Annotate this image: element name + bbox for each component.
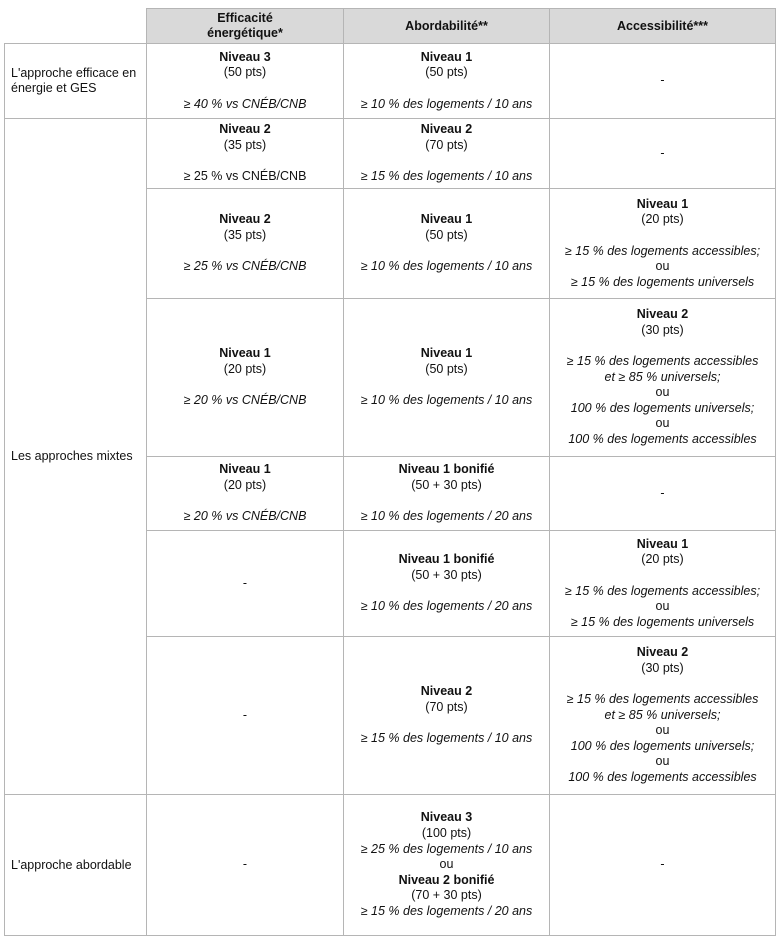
cell-efficacite: - bbox=[147, 637, 344, 795]
cell-efficacite: - bbox=[147, 795, 344, 936]
cell-abordabilite: Niveau 1 bonifié (50 + 30 pts) ≥ 10 % des logements / 20 ans bbox=[344, 457, 550, 531]
cell-abordabilite: Niveau 2 (70 pts) ≥ 15 % des logements / 10 ans bbox=[344, 637, 550, 795]
cell-efficacite: Niveau 2 (35 pts) ≥ 25 % vs CNÉB/CNB bbox=[147, 189, 344, 299]
cell-efficacite: Niveau 2 (35 pts) ≥ 25 % vs CNÉB/CNB bbox=[147, 119, 344, 189]
table-row bbox=[5, 44, 776, 119]
scoring-table bbox=[4, 8, 776, 936]
cell-accessibilite: - bbox=[550, 795, 776, 936]
table-row bbox=[5, 795, 776, 936]
header-row bbox=[5, 9, 776, 44]
header-efficacite: Efficacité énergétique* bbox=[147, 9, 344, 44]
cell-accessibilite: - bbox=[550, 457, 776, 531]
group-label-abordable: L'approche abordable bbox=[5, 795, 147, 936]
header-corner bbox=[5, 9, 147, 44]
group-label-mixtes: Les approches mixtes bbox=[5, 119, 147, 795]
header-accessibilite: Accessibilité*** bbox=[550, 9, 776, 44]
cell-accessibilite: Niveau 1 (20 pts) ≥ 15 % des logements accessibles; ou ≥ 15 % des logements universels bbox=[550, 189, 776, 299]
cell-accessibilite: Niveau 2 (30 pts) ≥ 15 % des logements accessibles et ≥ 85 % universels; ou 100 % des logements universels; ou 100 % des logements accessibles bbox=[550, 637, 776, 795]
cell-abordabilite: Niveau 1 (50 pts) ≥ 10 % des logements / 10 ans bbox=[344, 299, 550, 457]
cell-efficacite: Niveau 1 (20 pts) ≥ 20 % vs CNÉB/CNB bbox=[147, 299, 344, 457]
cell-efficacite: - bbox=[147, 531, 344, 637]
header-abordabilite: Abordabilité** bbox=[344, 9, 550, 44]
cell-abordabilite: Niveau 1 bonifié (50 + 30 pts) ≥ 10 % des logements / 20 ans bbox=[344, 531, 550, 637]
cell-accessibilite: - bbox=[550, 119, 776, 189]
cell-abordabilite: Niveau 2 (70 pts) ≥ 15 % des logements / 10 ans bbox=[344, 119, 550, 189]
cell-abordabilite: Niveau 3 (100 pts) ≥ 25 % des logements / 10 ans ou Niveau 2 bonifié (70 + 30 pts) ≥ 15 % des logements / 20 ans bbox=[344, 795, 550, 936]
cell-accessibilite: Niveau 1 (20 pts) ≥ 15 % des logements accessibles; ou ≥ 15 % des logements universels bbox=[550, 531, 776, 637]
group-label-efficace: L'approche efficace en énergie et GES bbox=[5, 44, 147, 119]
cell-abordabilite: Niveau 1 (50 pts) ≥ 10 % des logements / 10 ans bbox=[344, 44, 550, 119]
table-row bbox=[5, 119, 776, 189]
cell-efficacite: Niveau 1 (20 pts) ≥ 20 % vs CNÉB/CNB bbox=[147, 457, 344, 531]
cell-accessibilite: Niveau 2 (30 pts) ≥ 15 % des logements accessibles et ≥ 85 % universels; ou 100 % des logements universels; ou 100 % des logements accessibles bbox=[550, 299, 776, 457]
cell-accessibilite: - bbox=[550, 44, 776, 119]
cell-efficacite: Niveau 3 (50 pts) ≥ 40 % vs CNÉB/CNB bbox=[147, 44, 344, 119]
cell-abordabilite: Niveau 1 (50 pts) ≥ 10 % des logements / 10 ans bbox=[344, 189, 550, 299]
